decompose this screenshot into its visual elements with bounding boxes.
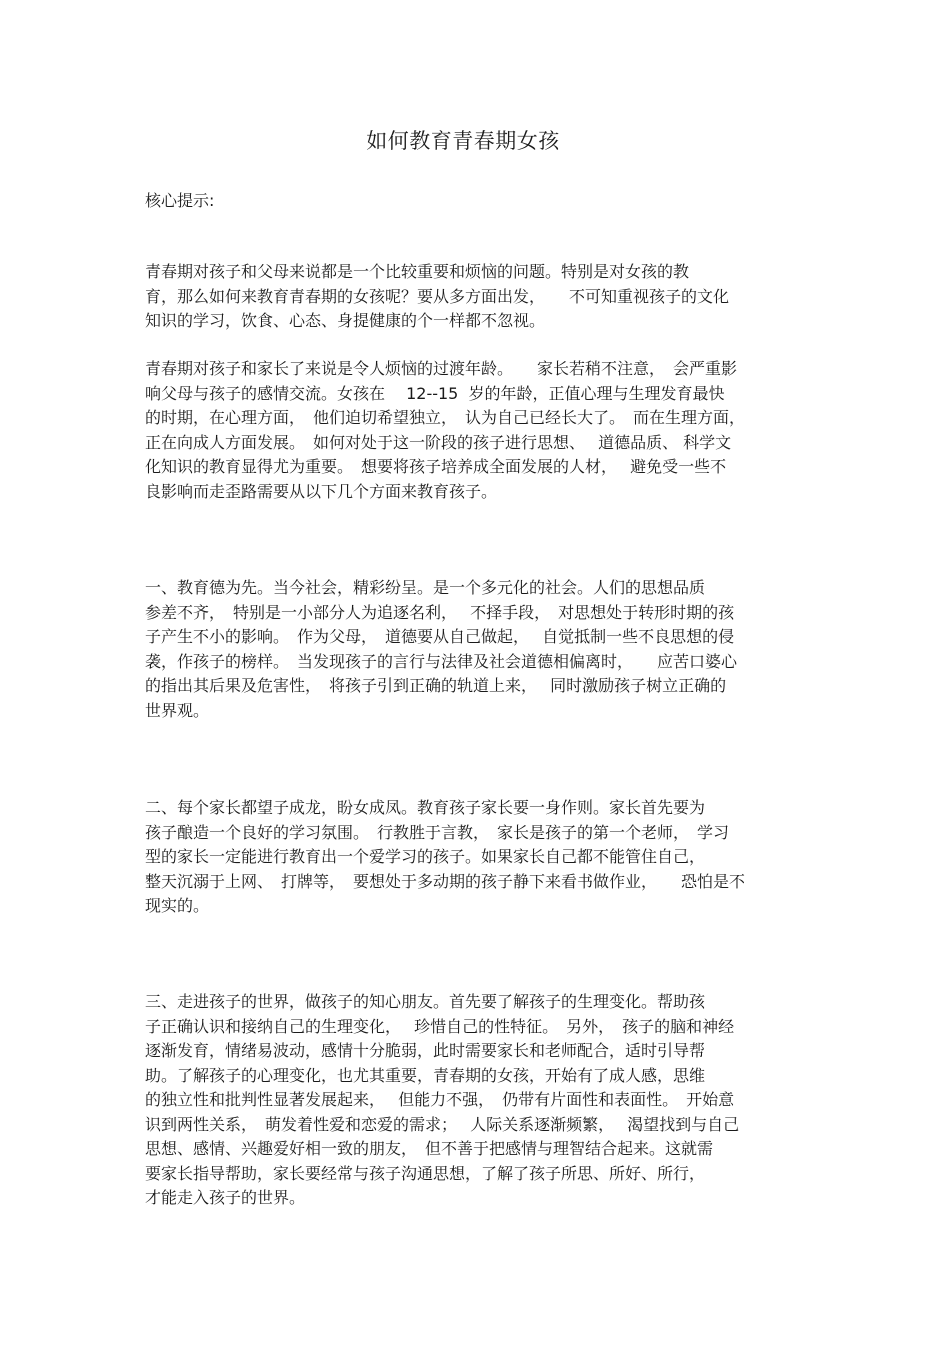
text-line: 要家长指导帮助，家长要经常与孩子沟通思想，了解了孩子所思、所好、所行， (145, 1163, 706, 1183)
text-line: 知识的学习，饮食、心态、身提健康的个一样都不忽视。 (145, 311, 546, 330)
text-line: 的时期，在心理方面， 他们迫切希望独立， 认为自己已经长大了。 而在生理方面， (145, 408, 746, 427)
text-line: 育，那么如何来教育青春期的女孩呢？要从多方面出发， 不可知重视孩子的文化 (145, 286, 730, 306)
paragraph-section-2 (145, 796, 815, 919)
text-line: 思想、感情、兴趣爱好相一致的朋友， 但不善于把感情与理智结合起来。这就需 (145, 1139, 714, 1158)
key-points-label: 核心提示: (145, 191, 215, 210)
text-line: 孩子酿造一个良好的学习氛围。 行教胜于言教， 家长是孩子的第一个老师， 学习 (145, 822, 730, 842)
text-line: 青春期对孩子和父母来说都是一个比较重要和烦恼的问题。特别是对女孩的教 (145, 262, 690, 281)
text-line: 型的家长一定能进行教育出一个爱学习的孩子。如果家长自己都不能管住自己， (145, 847, 706, 866)
text-line: 逐渐发育，情绪易波动，感情十分脆弱，此时需要家长和老师配合，适时引导帮 (145, 1041, 706, 1060)
text-line: 响父母与孩子的感情交流。女孩在 12--15 岁的年龄，正值心理与生理发育最快 (145, 383, 725, 403)
paragraph-section-3 (145, 990, 815, 1211)
text-line: 现实的。 (145, 896, 210, 915)
text-line: 才能走入孩子的世界。 (145, 1188, 306, 1207)
text-line: 良影响而走歪路需要从以下几个方面来教育孩子。 (145, 481, 498, 501)
paragraph-section-1 (145, 576, 815, 723)
text-line: 的指出其后果及危害性， 将孩子引到正确的轨道上来， 同时激励孩子树立正确的 (145, 676, 727, 695)
text-line: 袭，作孩子的榜样。 当发现孩子的言行与法律及社会道德相偏离时， 应苦口婆心 (145, 651, 738, 671)
text-line: 正在向成人方面发展。 如何对处于这一阶段的孩子进行思想、 道德品质、 科学文 (145, 432, 732, 452)
text-line: 化知识的教育显得尤为重要。 想要将孩子培养成全面发展的人材， 避免受一些不 (145, 457, 727, 476)
text-line: 世界观。 (145, 700, 210, 720)
text-line: 识到两性关系， 萌发着性爱和恋爱的需求； 人际关系逐渐频繁， 渴望找到与自己 (145, 1114, 740, 1134)
text-line: 的独立性和批判性显著发展起来， 但能力不强， 仍带有片面性和表面性。 开始意 (145, 1090, 735, 1109)
text-line: 青春期对孩子和家长了来说是令人烦恼的过渡年龄。 家长若稍不注意， 会严重影 (145, 359, 738, 378)
paragraph-background (145, 357, 815, 504)
text-line: 子产生不小的影响。 作为父母， 道德要从自己做起， 自觉抵制一些不良思想的侵 (145, 627, 735, 646)
text-line: 一、教育德为先。当今社会，精彩纷呈。是一个多元化的社会。人们的思想品质 (145, 578, 706, 597)
text-line: 整天沉溺于上网、 打牌等， 要想处于多动期的孩子静下来看书做作业， 恐怕是不 (145, 871, 746, 891)
text-line: 二、每个家长都望子成龙，盼女成凤。教育孩子家长要一身作则。家长首先要为 (145, 798, 706, 817)
document-title: 如何教育青春期女孩 (366, 129, 560, 153)
text-line: 三、走进孩子的世界，做孩子的知心朋友。首先要了解孩子的生理变化。帮助孩 (145, 992, 706, 1011)
text-line: 参差不齐， 特别是一小部分人为追逐名利， 不择手段， 对思想处于转形时期的孩 (145, 602, 735, 622)
text-line: 子正确认识和接纳自己的生理变化， 珍惜自己的性特征。 另外， 孩子的脑和神经 (145, 1016, 735, 1036)
paragraph-intro (145, 260, 815, 334)
text-line: 助。了解孩子的心理变化，也尤其重要，青春期的女孩，开始有了成人感，思维 (145, 1065, 706, 1085)
